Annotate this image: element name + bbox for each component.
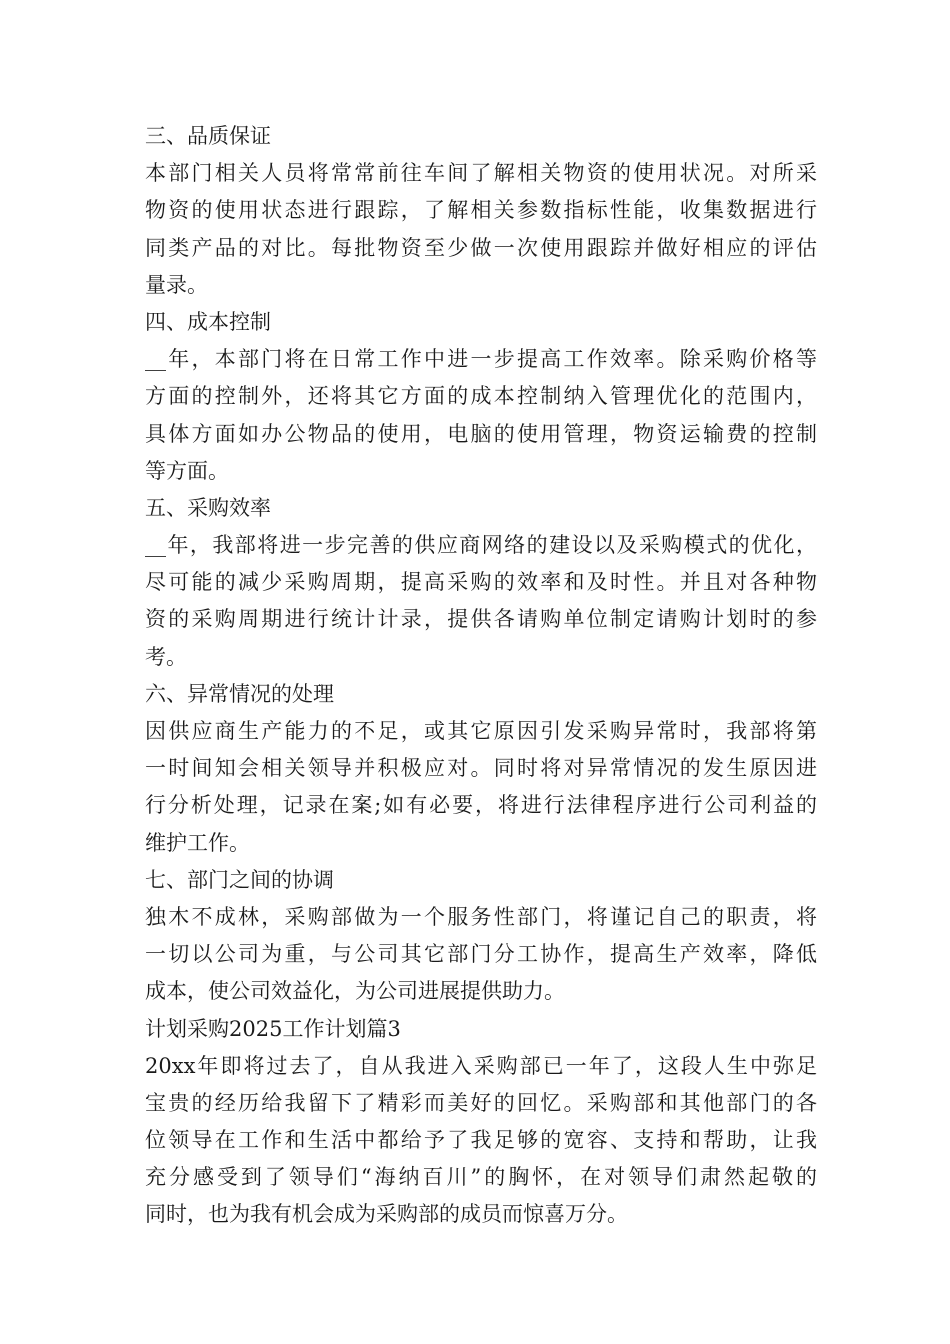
section-heading: 四、成本控制 (145, 309, 271, 334)
paragraph-line: 维护工作。 (145, 830, 250, 855)
section-exceptions (145, 676, 817, 862)
paragraph-line: 一时间知会相关领导并积极应对。同时将对异常情况的发生原因进 (145, 756, 817, 781)
section-coordination (145, 862, 817, 1011)
paragraph-line: 充分感受到了领导们“海纳百川”的胸怀，在对领导们肃然起敬的 (145, 1165, 817, 1190)
paragraph-line: 同类产品的对比。每批物资至少做一次使用跟踪并做好相应的评估 (145, 235, 817, 260)
paragraph-line: 考。 (145, 644, 187, 669)
section-heading: 七、部门之间的协调 (145, 867, 334, 892)
section-heading: 六、异常情况的处理 (145, 681, 334, 706)
paragraph-line: __年，我部将进一步完善的供应商网络的建设以及采购模式的优化， (145, 533, 817, 558)
paragraph-line: 宝贵的经历给我留下了精彩而美好的回忆。采购部和其他部门的各 (145, 1090, 817, 1115)
paragraph-line: 一切以公司为重，与公司其它部门分工协作，提高生产效率，降低 (145, 942, 817, 967)
section-heading: 五、采购效率 (145, 495, 271, 520)
document-page (145, 118, 817, 1234)
paragraph-line: __年，本部门将在日常工作中进一步提高工作效率。除采购价格等 (145, 347, 817, 372)
paragraph-line: 尽可能的减少采购周期，提高采购的效率和及时性。并且对各种物 (145, 570, 817, 595)
paragraph-line: 方面的控制外，还将其它方面的成本控制纳入管理优化的范围内， (145, 384, 817, 409)
paragraph-line: 具体方面如办公物品的使用，电脑的使用管理，物资运输费的控制 (145, 421, 817, 446)
paragraph-line: 成本，使公司效益化，为公司进展提供助力。 (145, 979, 565, 1004)
paragraph-line: 因供应商生产能力的不足，或其它原因引发采购异常时，我部将第 (145, 719, 817, 743)
paragraph-line: 量录。 (145, 272, 208, 297)
paragraph-line: 资的采购周期进行统计计录，提供各请购单位制定请购计划时的参 (145, 607, 817, 632)
paragraph-line: 等方面。 (145, 458, 229, 483)
section-heading: 计划采购2025工作计划篇3 (145, 1016, 401, 1041)
paragraph-line: 20xx年即将过去了，自从我进入采购部已一年了，这段人生中弥足 (145, 1053, 817, 1078)
paragraph-line: 物资的使用状态进行跟踪，了解相关参数指标性能，收集数据进行 (145, 198, 817, 223)
paragraph-line: 本部门相关人员将常常前往车间了解相关物资的使用状况。对所采 (145, 161, 817, 186)
section-cost-control (145, 304, 817, 490)
section-plan-part3 (145, 1011, 817, 1234)
paragraph-line: 同时，也为我有机会成为采购部的成员而惊喜万分。 (145, 1202, 628, 1227)
paragraph-line: 位领导在工作和生活中都给予了我足够的宽容、支持和帮助，让我 (145, 1128, 817, 1153)
section-heading: 三、品质保证 (145, 124, 271, 148)
paragraph-line: 独木不成林，采购部做为一个服务性部门，将谨记自己的职责，将 (145, 904, 817, 929)
paragraph-line: 行分析处理，记录在案;如有必要，将进行法律程序进行公司利益的 (145, 793, 817, 818)
section-efficiency (145, 490, 817, 676)
section-quality (145, 118, 817, 304)
